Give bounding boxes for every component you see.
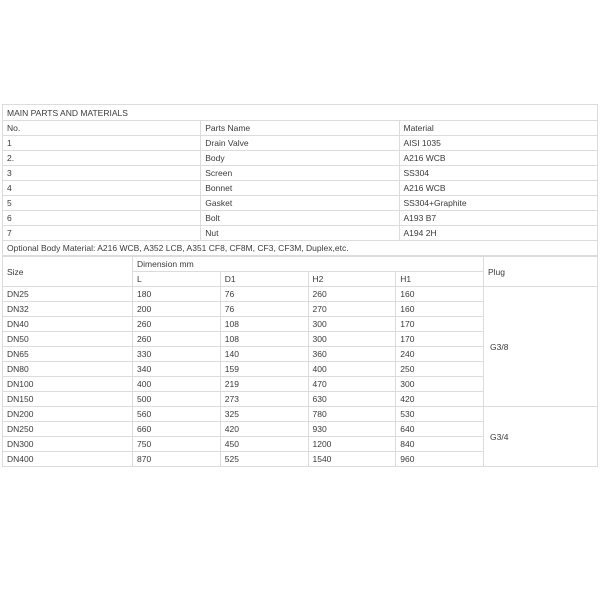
cell-material: A194 2H <box>399 226 598 241</box>
cell-d1: 108 <box>220 332 308 347</box>
cell-size: DN200 <box>3 407 133 422</box>
cell-no: 2. <box>3 151 201 166</box>
cell-parts-name: Nut <box>201 226 399 241</box>
cell-h2: 400 <box>308 362 396 377</box>
cell-size: DN400 <box>3 452 133 467</box>
table-title-row <box>3 105 598 121</box>
cell-h2: 360 <box>308 347 396 362</box>
cell-d1: 76 <box>220 302 308 317</box>
cell-size: DN32 <box>3 302 133 317</box>
cell-no: 4 <box>3 181 201 196</box>
main-parts-and-materials-table <box>2 104 598 256</box>
cell-d1: 219 <box>220 377 308 392</box>
cell-size: DN300 <box>3 437 133 452</box>
cell-l: 200 <box>133 302 221 317</box>
cell-d1: 273 <box>220 392 308 407</box>
cell-l: 500 <box>133 392 221 407</box>
table-row <box>3 181 598 196</box>
optional-body-material-row <box>3 241 598 256</box>
cell-h2: 270 <box>308 302 396 317</box>
cell-l: 340 <box>133 362 221 377</box>
specification-tables <box>2 104 598 467</box>
cell-l: 560 <box>133 407 221 422</box>
cell-h1: 300 <box>396 377 484 392</box>
optional-body-material-note: Optional Body Material: A216 WCB, A352 LCB, A351 CF8, CF8M, CF3, CF3M, Duplex,etc. <box>3 241 598 256</box>
table-row <box>3 211 598 226</box>
header-plug: Plug <box>484 257 598 287</box>
subheader-l: L <box>133 272 221 287</box>
header-material: Material <box>399 121 598 136</box>
cell-d1: 420 <box>220 422 308 437</box>
cell-h1: 420 <box>396 392 484 407</box>
cell-parts-name: Gasket <box>201 196 399 211</box>
cell-size: DN100 <box>3 377 133 392</box>
cell-size: DN150 <box>3 392 133 407</box>
table-row <box>3 287 598 302</box>
cell-no: 1 <box>3 136 201 151</box>
table-row <box>3 407 598 422</box>
dimension-header-row <box>3 257 598 272</box>
cell-d1: 76 <box>220 287 308 302</box>
cell-l: 870 <box>133 452 221 467</box>
cell-h1: 240 <box>396 347 484 362</box>
cell-l: 260 <box>133 317 221 332</box>
header-parts-name: Parts Name <box>201 121 399 136</box>
cell-plug-g38: G3/8 <box>484 287 598 407</box>
header-no: No. <box>3 121 201 136</box>
cell-parts-name: Drain Valve <box>201 136 399 151</box>
parts-table-title: MAIN PARTS AND MATERIALS <box>3 105 598 121</box>
table-row <box>3 151 598 166</box>
cell-h1: 170 <box>396 317 484 332</box>
cell-no: 7 <box>3 226 201 241</box>
cell-d1: 159 <box>220 362 308 377</box>
cell-size: DN50 <box>3 332 133 347</box>
cell-plug-g34: G3/4 <box>484 407 598 467</box>
cell-d1: 325 <box>220 407 308 422</box>
cell-d1: 140 <box>220 347 308 362</box>
cell-h1: 960 <box>396 452 484 467</box>
cell-h2: 470 <box>308 377 396 392</box>
table-row <box>3 196 598 211</box>
cell-material: AISI 1035 <box>399 136 598 151</box>
cell-h1: 170 <box>396 332 484 347</box>
cell-no: 5 <box>3 196 201 211</box>
cell-h2: 300 <box>308 317 396 332</box>
cell-material: SS304 <box>399 166 598 181</box>
header-dimension: Dimension mm <box>133 257 484 272</box>
cell-material: A216 WCB <box>399 151 598 166</box>
cell-h2: 300 <box>308 332 396 347</box>
subheader-h2: H2 <box>308 272 396 287</box>
cell-l: 260 <box>133 332 221 347</box>
cell-size: DN65 <box>3 347 133 362</box>
subheader-d1: D1 <box>220 272 308 287</box>
header-size: Size <box>3 257 133 287</box>
cell-size: DN80 <box>3 362 133 377</box>
cell-parts-name: Bolt <box>201 211 399 226</box>
cell-h1: 640 <box>396 422 484 437</box>
cell-l: 750 <box>133 437 221 452</box>
cell-parts-name: Screen <box>201 166 399 181</box>
table-row <box>3 166 598 181</box>
table-row <box>3 136 598 151</box>
cell-size: DN25 <box>3 287 133 302</box>
cell-size: DN40 <box>3 317 133 332</box>
cell-parts-name: Bonnet <box>201 181 399 196</box>
cell-d1: 525 <box>220 452 308 467</box>
cell-h1: 840 <box>396 437 484 452</box>
cell-h2: 260 <box>308 287 396 302</box>
dimension-table <box>2 256 598 467</box>
cell-h2: 630 <box>308 392 396 407</box>
subheader-h1: H1 <box>396 272 484 287</box>
cell-h2: 930 <box>308 422 396 437</box>
cell-l: 180 <box>133 287 221 302</box>
cell-h1: 530 <box>396 407 484 422</box>
cell-h1: 160 <box>396 302 484 317</box>
cell-material: A216 WCB <box>399 181 598 196</box>
cell-no: 6 <box>3 211 201 226</box>
cell-h2: 1200 <box>308 437 396 452</box>
cell-material: SS304+Graphite <box>399 196 598 211</box>
cell-parts-name: Body <box>201 151 399 166</box>
cell-size: DN250 <box>3 422 133 437</box>
cell-no: 3 <box>3 166 201 181</box>
cell-d1: 108 <box>220 317 308 332</box>
cell-h2: 780 <box>308 407 396 422</box>
cell-h2: 1540 <box>308 452 396 467</box>
table-row <box>3 226 598 241</box>
cell-l: 400 <box>133 377 221 392</box>
cell-l: 330 <box>133 347 221 362</box>
cell-h1: 250 <box>396 362 484 377</box>
table-header-row <box>3 121 598 136</box>
cell-h1: 160 <box>396 287 484 302</box>
cell-material: A193 B7 <box>399 211 598 226</box>
cell-d1: 450 <box>220 437 308 452</box>
cell-l: 660 <box>133 422 221 437</box>
